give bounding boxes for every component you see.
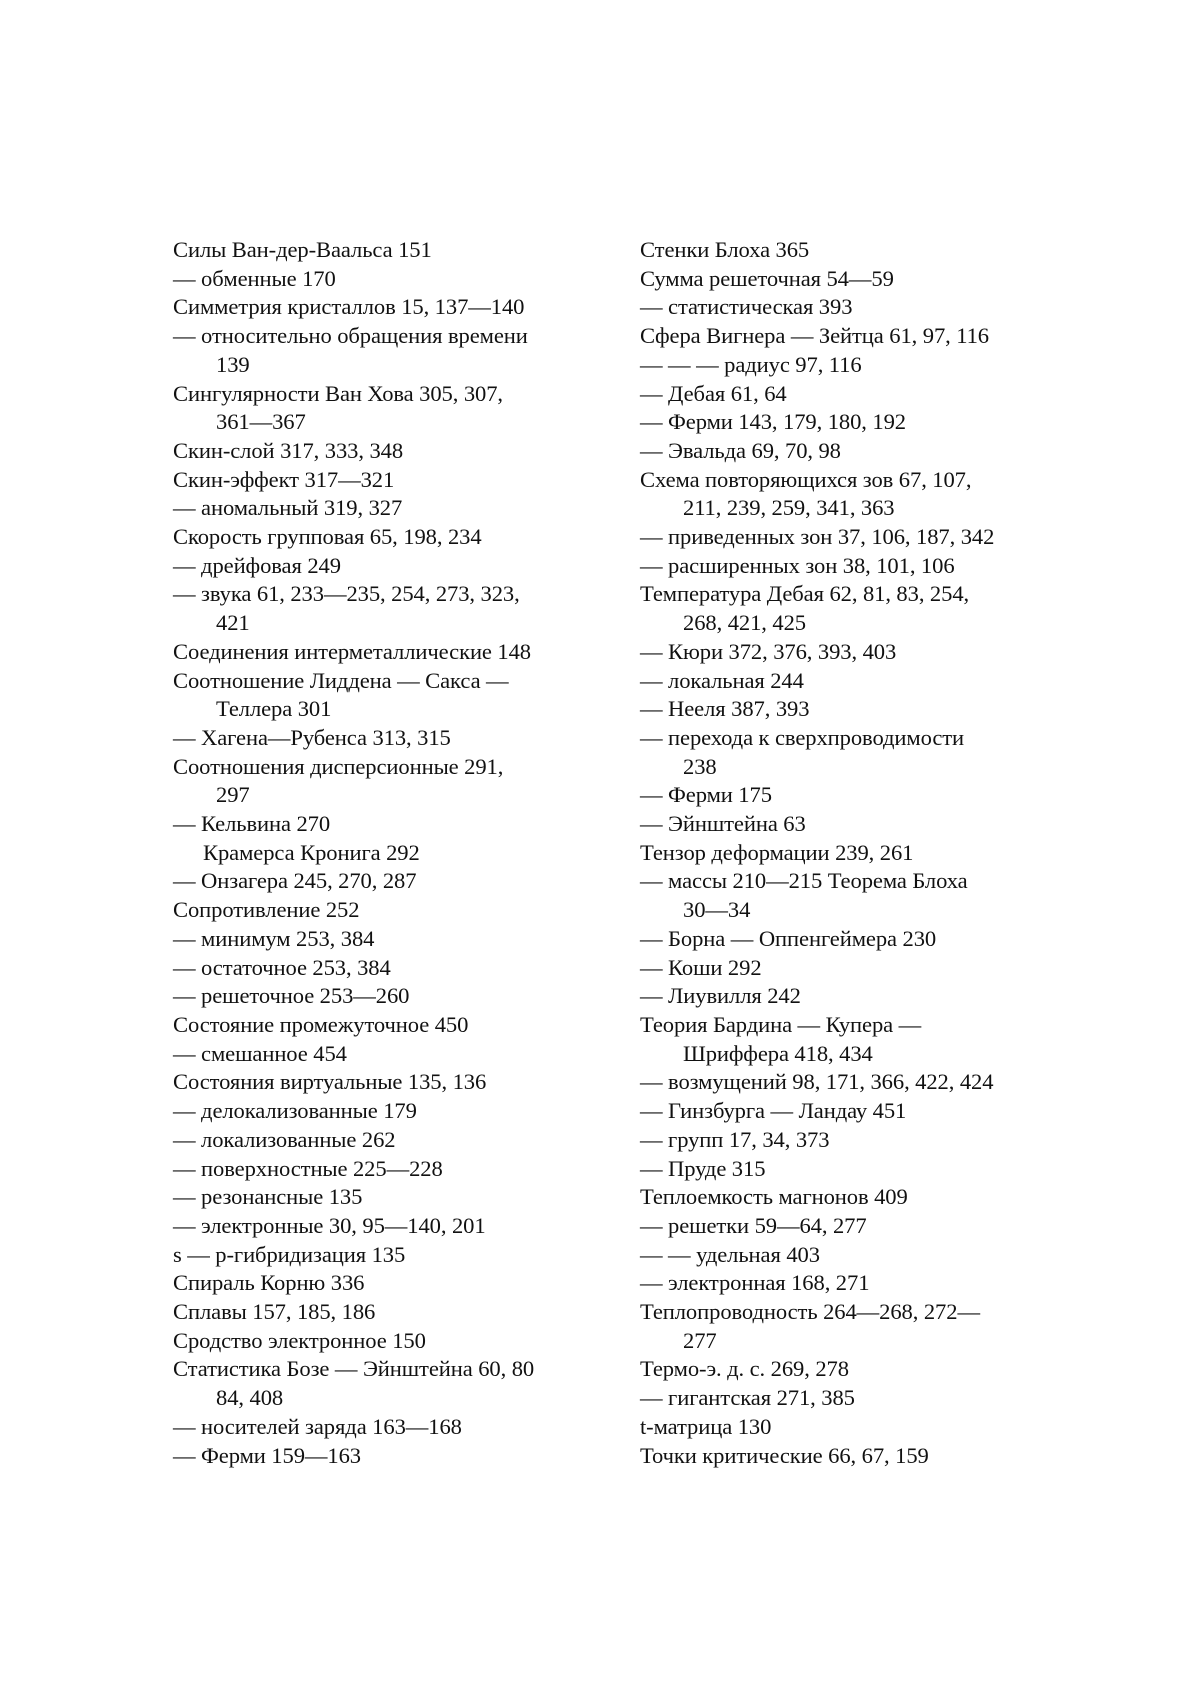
index-entry: — Дебая 61, 64 bbox=[640, 380, 787, 406]
index-entry: Сфера Вигнера — Зейтца 61, 97, 116 bbox=[640, 323, 989, 349]
index-entry: — возмущений 98, 171, 366, 422, 424 bbox=[640, 1069, 994, 1095]
index-entry: Сингулярности Ван Хова 305, 307, bbox=[173, 380, 503, 406]
index-entry: — Нееля 387, 393 bbox=[640, 696, 810, 722]
index-entry: — массы 210—215 Теорема Блоха bbox=[640, 868, 968, 894]
index-entry: Шриффера 418, 434 bbox=[683, 1040, 873, 1066]
index-entry: — делокализованные 179 bbox=[173, 1098, 417, 1124]
index-entry: — Ферми 143, 179, 180, 192 bbox=[640, 409, 906, 435]
index-entry: — электронная 168, 271 bbox=[640, 1270, 870, 1296]
index-entry: 30—34 bbox=[683, 897, 751, 923]
index-entry: — расширенных зон 38, 101, 106 bbox=[640, 552, 955, 578]
index-entry: — Онзагера 245, 270, 287 bbox=[173, 868, 417, 894]
index-entry: Стенки Блоха 365 bbox=[640, 237, 810, 262]
index-entry: — Коши 292 bbox=[640, 954, 762, 980]
index-entry: 268, 421, 425 bbox=[683, 610, 806, 636]
index-entry: Состояние промежуточное 450 bbox=[173, 1011, 469, 1037]
index-entry: — Лиувилля 242 bbox=[640, 983, 801, 1009]
index-entry: Состояния виртуальные 135, 136 bbox=[173, 1069, 487, 1095]
index-entry: — перехода к сверхпроводимости bbox=[640, 724, 965, 750]
index-entry: — локализованные 262 bbox=[173, 1126, 396, 1152]
index-entry: — смешанное 454 bbox=[173, 1040, 347, 1066]
index-entry: — статистическая 393 bbox=[640, 294, 853, 320]
index-entry: Теория Бардина — Купера — bbox=[640, 1011, 922, 1037]
index-entry: — решетки 59—64, 277 bbox=[640, 1212, 867, 1238]
index-entry: — Хагена—Рубенса 313, 315 bbox=[173, 724, 451, 750]
index-entry: 238 bbox=[683, 753, 717, 779]
index-entry: Статистика Бозе — Эйнштейна 60, 80 bbox=[173, 1356, 535, 1382]
index-entry: Соотношения дисперсионные 291, bbox=[173, 753, 504, 779]
index-column-left bbox=[173, 236, 613, 1470]
index-entry: 297 bbox=[216, 782, 250, 808]
index-entry: — Кюри 372, 376, 393, 403 bbox=[640, 638, 897, 664]
index-entry: — Гинзбурга — Ландау 451 bbox=[640, 1098, 907, 1124]
index-entry: Силы Ван-дер-Ваальса 151 bbox=[173, 237, 432, 262]
index-entry: Крамерса Кронига 292 bbox=[203, 839, 420, 865]
index-entry: — минимум 253, 384 bbox=[173, 925, 375, 951]
index-column-right bbox=[640, 236, 1060, 1470]
index-entry: — локальная 244 bbox=[640, 667, 804, 693]
index-entry: Схема повторяющихся зов 67, 107, bbox=[640, 466, 972, 492]
index-entry: Сопротивление 252 bbox=[173, 897, 360, 923]
index-entry: Сумма решеточная 54—59 bbox=[640, 265, 894, 291]
index-entry: 277 bbox=[683, 1327, 717, 1353]
index-entry: — обменные 170 bbox=[173, 265, 336, 291]
index-entry: — приведенных зон 37, 106, 187, 342 bbox=[640, 524, 995, 550]
index-entry: — гигантская 271, 385 bbox=[640, 1385, 855, 1411]
index-entry: Теплоемкость магнонов 409 bbox=[640, 1184, 908, 1210]
index-entry: Точки критические 66, 67, 159 bbox=[640, 1442, 929, 1468]
index-entry: — звука 61, 233—235, 254, 273, 323, bbox=[173, 581, 520, 607]
index-entry: — Эвальда 69, 70, 98 bbox=[640, 437, 841, 463]
index-entry: t-матрица 130 bbox=[640, 1413, 772, 1439]
index-entry: Соотношение Лиддена — Сакса — bbox=[173, 667, 509, 693]
index-entry: — Ферми 175 bbox=[640, 782, 772, 808]
index-entry: Сродство электронное 150 bbox=[173, 1327, 426, 1353]
index-entry: — Кельвина 270 bbox=[173, 811, 331, 837]
index-entry: 361—367 bbox=[216, 409, 306, 435]
index-entry: — дрейфовая 249 bbox=[173, 552, 341, 578]
index-entry: — групп 17, 34, 373 bbox=[640, 1126, 830, 1152]
index-entry: — Ферми 159—163 bbox=[173, 1442, 361, 1468]
index-entry: Теллера 301 bbox=[216, 696, 332, 722]
index-entry: — носителей заряда 163—168 bbox=[173, 1413, 462, 1439]
index-entry: — Борна — Оппенгеймера 230 bbox=[640, 925, 937, 951]
index-entry: — относительно обращения времени bbox=[173, 323, 528, 349]
index-entry: Теплопроводность 264—268, 272— bbox=[640, 1299, 980, 1325]
index-entry: 139 bbox=[216, 351, 250, 377]
index-entry: — — — радиус 97, 116 bbox=[640, 351, 862, 377]
index-entry: Скин-слой 317, 333, 348 bbox=[173, 437, 404, 463]
index-entry: — Эйнштейна 63 bbox=[640, 811, 806, 837]
index-entry: — аномальный 319, 327 bbox=[173, 495, 403, 521]
index-entry: — решеточное 253—260 bbox=[173, 983, 410, 1009]
index-entry: Скорость групповая 65, 198, 234 bbox=[173, 524, 482, 550]
index-entry: — — удельная 403 bbox=[640, 1241, 820, 1267]
index-entry: — резонансные 135 bbox=[173, 1184, 363, 1210]
index-entry: 211, 239, 259, 341, 363 bbox=[683, 495, 895, 521]
index-entry: Спираль Корню 336 bbox=[173, 1270, 365, 1296]
index-entry: Скин-эффект 317—321 bbox=[173, 466, 395, 492]
index-entry: Термо-э. д. с. 269, 278 bbox=[640, 1356, 849, 1382]
index-entry: 84, 408 bbox=[216, 1385, 284, 1411]
index-entry: s — р-гибридизация 135 bbox=[173, 1241, 406, 1267]
index-entry: 421 bbox=[216, 610, 250, 636]
index-entry: Соединения интерметаллические 148 bbox=[173, 638, 532, 664]
index-entry: Тензор деформации 239, 261 bbox=[640, 839, 914, 865]
index-entry: — Пруде 315 bbox=[640, 1155, 766, 1181]
index-entry: Симметрия кристаллов 15, 137—140 bbox=[173, 294, 525, 320]
index-entry: Температура Дебая 62, 81, 83, 254, bbox=[640, 581, 970, 607]
index-entry: Сплавы 157, 185, 186 bbox=[173, 1299, 376, 1325]
index-entry: — остаточное 253, 384 bbox=[173, 954, 391, 980]
index-entry: — поверхностные 225—228 bbox=[173, 1155, 443, 1181]
index-entry: — электронные 30, 95—140, 201 bbox=[173, 1212, 486, 1238]
